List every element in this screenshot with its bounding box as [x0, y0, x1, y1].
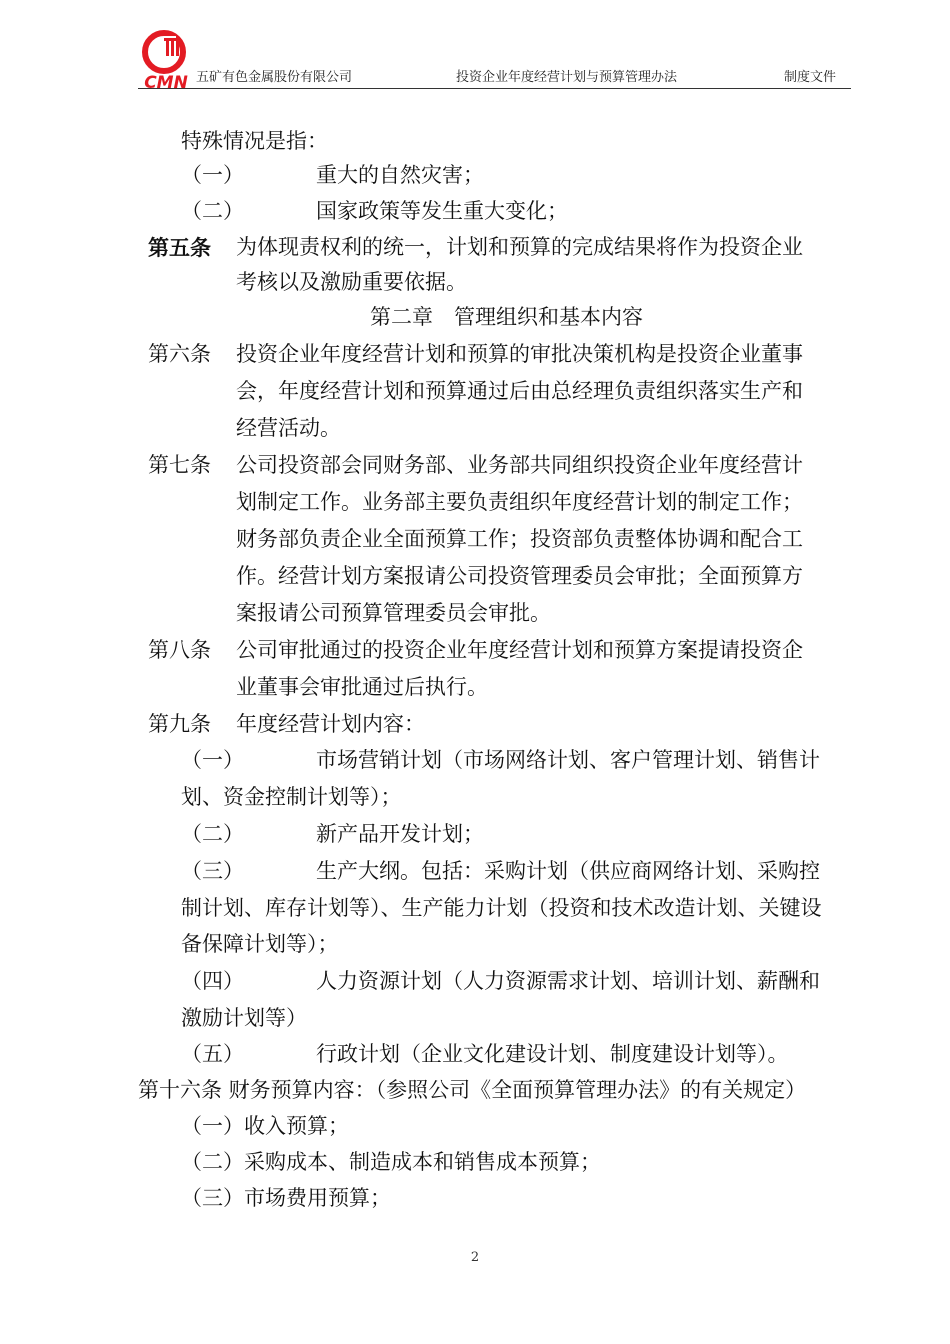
text-line: 新产品开发计划；: [316, 822, 484, 846]
text-line: 业董事会审批通过后执行。: [236, 675, 488, 699]
text-line: （三）: [181, 859, 244, 883]
header-rule: [138, 88, 851, 89]
cmn-logo: [138, 30, 194, 92]
header-company: 五矿有色金属股份有限公司: [196, 70, 353, 85]
text-line: 人力资源计划（人力资源需求计划、培训计划、薪酬和: [316, 969, 820, 993]
text-line: 制计划、库存计划等）、生产能力计划（投资和技术改造计划、关键设: [181, 896, 822, 920]
text-line: （二）: [181, 199, 244, 223]
text-line: 年度经营计划内容：: [236, 712, 425, 736]
text-line: 会，年度经营计划和预算通过后由总经理负责组织落实生产和: [236, 379, 803, 403]
header-doc-type: 制度文件: [784, 70, 837, 85]
text-line: 投资企业年度经营计划和预算的审批决策机构是投资企业董事: [236, 342, 803, 366]
text-line: 行政计划（企业文化建设计划、制度建设计划等）。: [316, 1042, 789, 1066]
text-line: 公司投资部会同财务部、业务部共同组织投资企业年度经营计: [236, 453, 803, 477]
text-line: 备保障计划等）；: [181, 932, 339, 956]
text-line: 划、资金控制计划等）；: [181, 785, 402, 809]
text-line: （一）: [181, 163, 244, 187]
chapter-heading: 第二章 管理组织和基本内容: [370, 305, 643, 329]
text-line: （五）: [181, 1042, 244, 1066]
text-line: 经营活动。: [236, 416, 341, 440]
text-line: 生产大纲。包括：采购计划（供应商网络计划、采购控: [316, 859, 820, 883]
text-line: 重大的自然灾害；: [316, 163, 484, 187]
text-line: 特殊情况是指：: [181, 129, 328, 153]
text-line: 第十六条 财务预算内容：（参照公司《全面预算管理办法》的有关规定）: [138, 1078, 807, 1102]
text-line: （一）收入预算；: [181, 1114, 349, 1138]
text-line: 作。经营计划方案报请公司投资管理委员会审批；全面预算方: [236, 564, 803, 588]
text-line: 市场营销计划（市场网络计划、客户管理计划、销售计: [316, 748, 820, 772]
text-line: 财务部负责企业全面预算工作；投资部负责整体协调和配合工: [236, 527, 803, 551]
text-line: 划制定工作。业务部主要负责组织年度经营计划的制定工作；: [236, 490, 803, 514]
article-label: 第五条: [148, 235, 211, 260]
page-number: 2: [470, 1250, 480, 1265]
article-label: 第九条: [148, 712, 211, 736]
logo-text: CMN: [144, 73, 188, 92]
article-label: 第六条: [148, 342, 211, 366]
article-label: 第八条: [148, 638, 211, 662]
text-line: 国家政策等发生重大变化；: [316, 199, 568, 223]
text-line: 激励计划等）: [181, 1006, 307, 1030]
text-line: （二）: [181, 822, 244, 846]
text-line: （三）市场费用预算；: [181, 1186, 391, 1210]
text-line: （二）采购成本、制造成本和销售成本预算；: [181, 1150, 601, 1174]
text-line: （四）: [181, 969, 244, 993]
header-doc-title: 投资企业年度经营计划与预算管理办法: [456, 70, 678, 85]
text-line: 为体现责权利的统一，计划和预算的完成结果将作为投资企业: [236, 235, 803, 259]
text-line: 案报请公司预算管理委员会审批。: [236, 601, 551, 625]
text-line: （一）: [181, 748, 244, 772]
page-header: [196, 66, 850, 86]
article-label: 第七条: [148, 453, 211, 477]
text-line: 公司审批通过的投资企业年度经营计划和预算方案提请投资企: [236, 638, 803, 662]
text-line: 考核以及激励重要依据。: [236, 270, 467, 294]
